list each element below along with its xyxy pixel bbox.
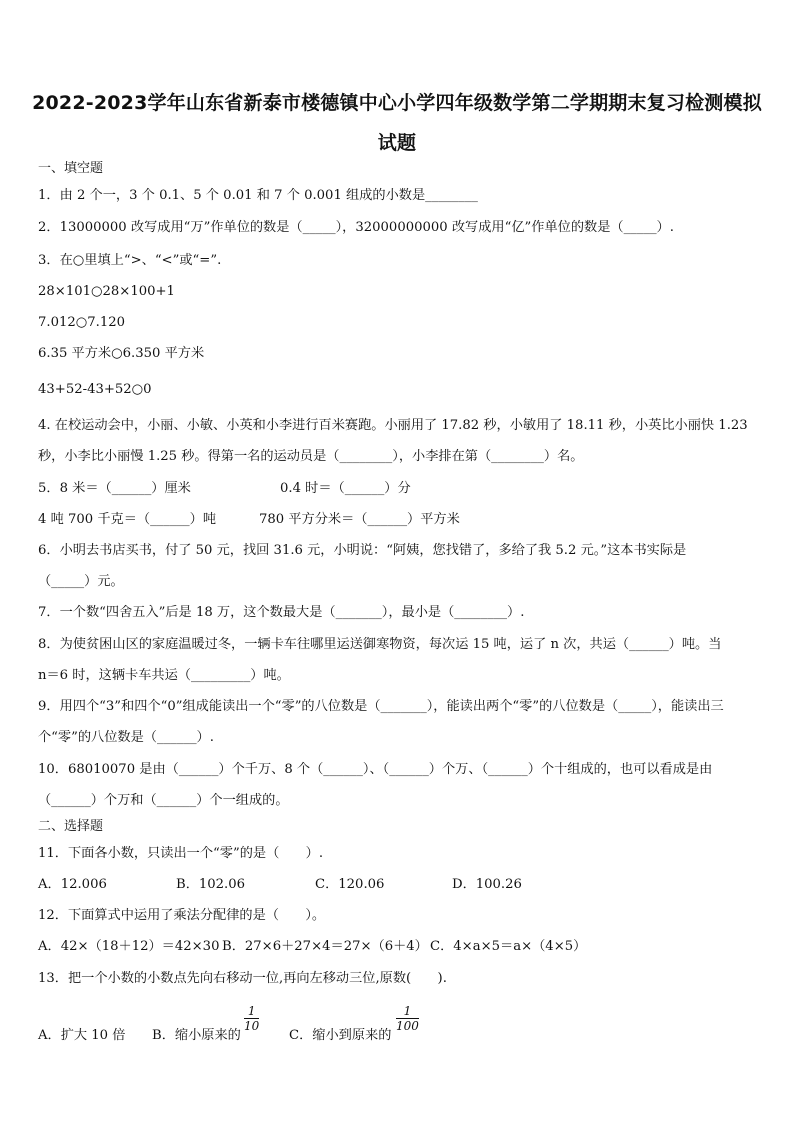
fraction-denominator: 100 [396,1019,419,1033]
question-13-option-a: A．扩大 10 倍 [38,1028,126,1043]
question-8-line2: n＝6 时，这辆卡车共运（_________）吨。 [38,668,290,683]
question-11: 11．下面各小数，只读出一个“零”的是（ ）. [38,846,324,861]
question-3c: 6.35 平方米○6.350 平方米 [38,346,205,361]
fraction-one-hundredth [396,1004,419,1033]
question-2: 2．13000000 改写成用“万”作单位的数是（_____），32000000000 改写成用“亿”作单位的数是（_____）. [38,220,674,235]
page-title-line1: 2022-2023学年山东省新泰市楼德镇中心小学四年级数学第二学期期末复习检测模拟 [32,92,762,114]
question-12: 12．下面算式中运用了乘法分配律的是（ ）。 [38,908,326,923]
question-7: 7．一个数“四舍五入”后是 18 万，这个数最大是（_______），最小是（________）. [38,605,525,620]
question-12-option-c: C．4×a×5＝a×（4×5） [430,939,587,954]
question-13: 13．把一个小数的小数点先向右移动一位,再向左移动三位,原数( ). [38,971,447,986]
question-10-line1: 10．68010070 是由（______）个千万、8 个（______）、（______）个万、（______）个十组成的，也可以看成是由 [38,762,713,777]
question-11-option-c: C．120.06 [315,877,385,892]
question-3: 3．在○里填上“>、“<”或“=”. [38,253,222,268]
question-13-option-b: B．缩小原来的 [152,1028,241,1043]
question-5c: 4 吨 700 千克＝（______）吨 [38,512,217,527]
question-10-line2: （______）个万和（______）个一组成的。 [38,793,289,808]
section-heading-fill-blank: 一、填空题 [38,161,104,176]
question-1: 1．由 2 个一，3 个 0.1、5 个 0.01 和 7 个 0.001 组成的小数是________ [38,188,478,203]
question-6-line1: 6．小明去书店买书，付了 50 元，找回 31.6 元，小明说：“阿姨，您找错了，多给了我 5.2 元。”这本书实际是 [38,543,687,558]
question-3b: 7.012○7.120 [38,315,126,330]
question-8-line1: 8．为使贫困山区的家庭温暖过冬，一辆卡车往哪里运送御寒物资，每次运 15 吨，运了 n 次，共运（______）吨。当 [38,637,722,652]
fraction-denominator: 10 [244,1019,260,1033]
question-3a: 28×101○28×100+1 [38,284,175,299]
fraction-numerator: 1 [396,1004,419,1019]
question-5b: 0.4 时＝（______）分 [280,481,411,496]
question-12-option-b: B．27×6＋27×4＝27×（6＋4） [222,939,428,954]
question-5d: 780 平方分米＝（______）平方米 [259,512,460,527]
question-11-option-d: D．100.26 [452,877,522,892]
question-11-option-b: B．102.06 [176,877,246,892]
question-4-line1: 4. 在校运动会中，小丽、小敏、小英和小李进行百米赛跑。小丽用了 17.82 秒，小敏用了 18.11 秒，小英比小丽快 1.23 [38,418,748,433]
question-6-line2: （_____）元。 [38,574,124,589]
question-9-line1: 9．用四个“3”和四个“0”组成能读出一个“零”的八位数是（_______），能读出两个“零”的八位数是（_____），能读出三 [38,699,724,714]
fraction-numerator: 1 [244,1004,259,1019]
fraction-one-tenth [244,1004,259,1033]
question-13-option-c: C．缩小到原来的 [289,1028,392,1043]
question-11-option-a: A．12.006 [38,877,107,892]
question-5a: 5．8 米＝（______）厘米 [38,481,191,496]
question-3d: 43+52-43+52○0 [38,382,152,397]
question-9-line2: 个“零”的八位数是（______）. [38,730,214,745]
question-12-option-a: A．42×（18＋12）＝42×30 [38,939,220,954]
question-4-line2: 秒，小李比小丽慢 1.25 秒。得第一名的运动员是（________），小李排在第（________）名。 [38,449,584,464]
page-title-line2: 试题 [377,132,417,154]
section-heading-choice: 二、选择题 [38,819,104,834]
